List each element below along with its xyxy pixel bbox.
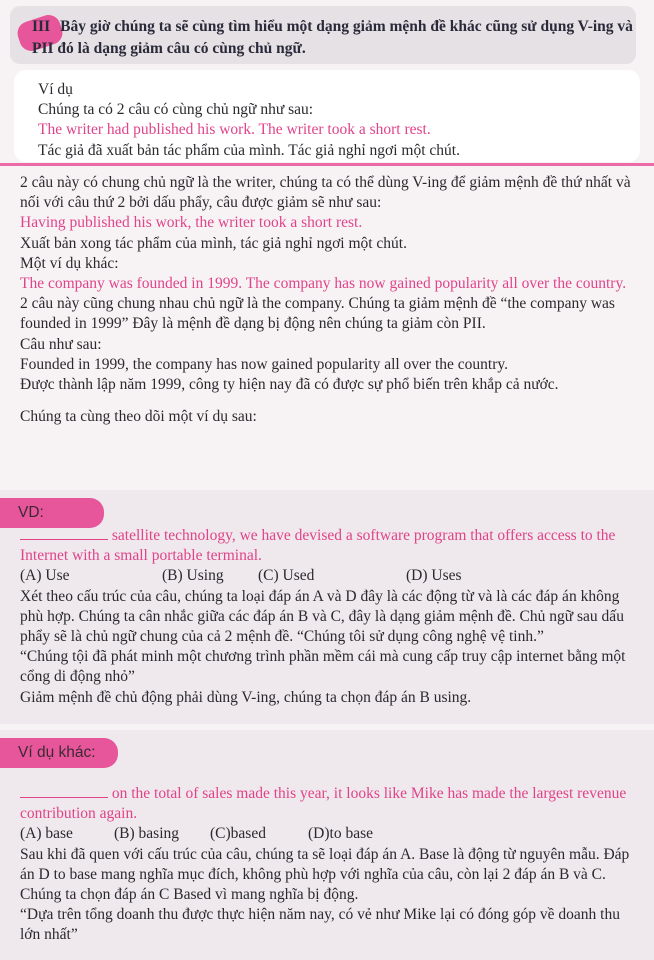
vd2-blank xyxy=(20,785,108,798)
vd2-option-b: (B) basing xyxy=(114,825,180,843)
vd2-option-d: (D)to base xyxy=(308,825,373,843)
explanation-block xyxy=(20,173,640,427)
result-english: Founded in 1999, the company has now gained popularity all over the country. xyxy=(20,355,509,373)
example-vietnamese: Tác giả đã xuất bản tác phẩm của mình. Tác giả nghỉ ngơi một chút. xyxy=(38,141,460,159)
follow-text: Chúng ta cùng theo dõi một ví dụ sau: xyxy=(20,408,257,426)
vd-option-d: (D) Uses xyxy=(406,567,462,585)
vd-explanation: Xét theo cấu trúc của câu, chúng ta loại đáp án A và D đây là các động từ và là các đáp án không phù hợp. Chúng ta cân nhắc giữa các đáp án B và C, đây là dạng giảm mệnh đề. Chủ ngữ sau dấu phẩy sẽ là chủ ngữ chung của cả 2 mệnh đề. “Chúng tôi sử dụng công nghệ vệ tinh.” xyxy=(20,587,624,646)
other-example-label: Một ví dụ khác: xyxy=(20,254,119,272)
vd2-question-text: on the total of sales made this year, it looks like Mike has made the largest revenue contribution again. xyxy=(20,785,627,823)
vd-option-b: (B) Using xyxy=(162,567,224,585)
header-text xyxy=(32,16,642,60)
vd-label: VD: xyxy=(0,498,104,528)
result-vietnamese: Được thành lập năm 1999, công ty hiện nay đã có được sự phổ biến trên khắp cả nước. xyxy=(20,376,559,394)
vd-blank xyxy=(20,527,108,540)
vd-option-a: (A) Use xyxy=(20,567,70,585)
vd-question xyxy=(20,526,640,566)
result-label: Câu như sau: xyxy=(20,335,102,353)
example-intro: Chúng ta có 2 câu có cùng chủ ngữ như sau: xyxy=(38,101,314,119)
header-title: Bây giờ chúng ta sẽ cùng tìm hiểu một dạng giảm mệnh đề khác cũng sử dụng V-ing và PII đó là dạng giảm câu có cùng chủ ngữ. xyxy=(32,18,633,57)
section-header xyxy=(10,6,636,64)
vd2-label: Ví dụ khác: xyxy=(0,738,118,768)
example-label: Ví dụ xyxy=(38,81,73,98)
explain-vietnamese: Xuất bản xong tác phẩm của mình, tác giả nghỉ ngơi một chút. xyxy=(20,234,407,252)
section-number: III xyxy=(32,18,51,35)
other-example-explain: 2 câu này cũng chung nhau chủ ngữ là the company. Chúng ta giảm mệnh đề “the company was founded in 1999” Đây là mệnh đề dạng bị động nên chúng ta giảm còn PII. xyxy=(20,295,615,333)
vd2-translation: “Dựa trên tổng doanh thu được thực hiện năm nay, có vẻ như Mike lại có đóng góp về doanh thu lớn nhất” xyxy=(20,906,620,944)
explain-english: Having published his work, the writer took a short rest. xyxy=(20,214,363,232)
example-english: The writer had published his work. The writer took a short rest. xyxy=(38,121,431,139)
vd-option-c: (C) Used xyxy=(258,567,315,585)
vd2-option-a: (A) base xyxy=(20,825,73,843)
vd2-options xyxy=(20,824,640,844)
vd2-explanation: Sau khi đã quen với cấu trúc của câu, chúng ta sẽ loại đáp án A. Base là động từ nguyên mẫu. Đáp án D to base mang nghĩa mục đích, không phù hợp với nghĩa của câu, còn lại 2 đáp án B và C. Chúng ta chọn đáp án C Based vì mang nghĩa bị động. xyxy=(20,845,630,904)
vd-options xyxy=(20,566,640,586)
vd-question-text: satellite technology, we have devised a software program that offers access to the Internet with a small portable terminal. xyxy=(20,527,616,565)
other-example-english: The company was founded in 1999. The company has now gained popularity all over the country. xyxy=(20,275,627,293)
vd2-option-c: (C)based xyxy=(210,825,266,843)
divider-line xyxy=(0,163,654,166)
vd2-question xyxy=(20,784,640,824)
vd-translation: “Chúng tội đã phát minh một chương trình phần mềm cái mà cung cấp truy cập internet bằng một cổng di động nhỏ” xyxy=(20,648,626,686)
vd-conclusion: Giảm mệnh đề chủ động phải dùng V-ing, chúng ta chọn đáp án B using. xyxy=(20,688,472,706)
example-box-content xyxy=(38,80,628,161)
vd2-block xyxy=(20,784,640,946)
explain-line1: 2 câu này có chung chủ ngữ là the writer, chúng ta có thể dùng V-ing để giảm mệnh đề thứ nhất và nối với câu thứ 2 bởi dấu phẩy, câu được giảm sẽ như sau: xyxy=(20,174,631,212)
vd-block xyxy=(20,526,640,708)
